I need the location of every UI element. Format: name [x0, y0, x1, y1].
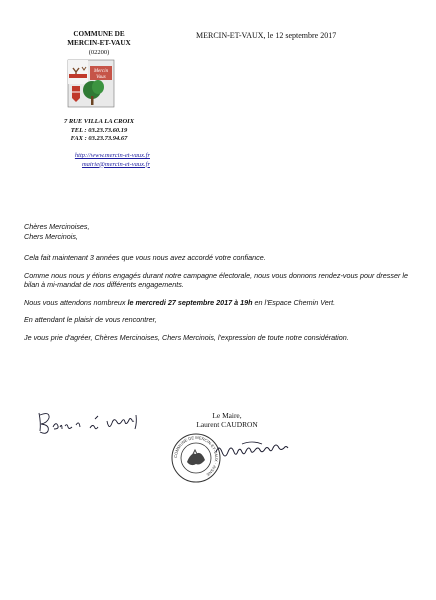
svg-text:Mercin: Mercin: [93, 69, 109, 74]
meeting-date: le mercredi 27 septembre 2017 à 19h: [127, 297, 253, 307]
letterhead-links: [40, 152, 150, 169]
letterhead-header: [40, 30, 158, 57]
place-and-date: MERCIN-ET-VAUX, le 12 septembre 2017: [196, 31, 337, 40]
salutation-line-2: Chers Mercinois,: [24, 231, 78, 241]
paragraph-4: En attendant le plaisir de vous rencontrer,: [24, 315, 157, 324]
commune-coat-of-arms-icon: [62, 56, 120, 111]
salutation-line-1: Chères Mercinoises,: [24, 222, 90, 231]
email-link[interactable]: mairie@mercin-et-vaux.fr: [81, 160, 150, 168]
handwritten-note: [35, 407, 150, 443]
commune-postal-code: (02200): [88, 49, 110, 56]
paragraph-3-end: en l'Espace Chemin Vert.: [252, 297, 336, 307]
salutation: [24, 222, 408, 241]
paragraph-3: [24, 298, 408, 308]
svg-text:Vaux: Vaux: [96, 75, 106, 80]
mayor-signature: [212, 434, 298, 470]
signatory: [172, 411, 282, 429]
letterhead-address: [40, 118, 158, 144]
commune-line-1: COMMUNE DE: [73, 30, 125, 38]
paragraph-2: Comme nous nous y étions engagés durant notre campagne électorale, nous vous donnons rendez-vous pour dresser le bilan à mi-mandat de nos différents engagements.: [24, 270, 408, 289]
signatory-title: Le Maire,: [212, 411, 242, 420]
telephone: TEL : 03.23.73.60.19: [70, 126, 128, 134]
fax: FAX : 03.23.73.94.67: [70, 135, 128, 142]
commune-line-2: MERCIN-ET-VAUX: [67, 39, 131, 47]
commune-name: [40, 30, 158, 48]
website-link[interactable]: http://www.mercin-et-vaux.fr: [74, 152, 150, 159]
paragraph-1: Cela fait maintenant 3 années que vous nous avez accordé votre confiance.: [24, 253, 266, 262]
signatory-name: Laurent CAUDRON: [196, 420, 258, 429]
closing-formula: Je vous prie d'agréer, Chères Mercinoises, Chers Mercinois, l'expression de toute notre considération.: [24, 332, 349, 342]
street-address: 7 RUE VILLA LA CROIX: [63, 118, 135, 125]
svg-text:COMMUNE DE MERCIN-ET-VAUX · AI: COMMUNE DE MERCIN-ET-VAUX · AISNE: [172, 434, 220, 478]
letter-body: [24, 222, 408, 350]
paragraph-3-start: Nous vous attendons nombreux: [24, 297, 128, 307]
